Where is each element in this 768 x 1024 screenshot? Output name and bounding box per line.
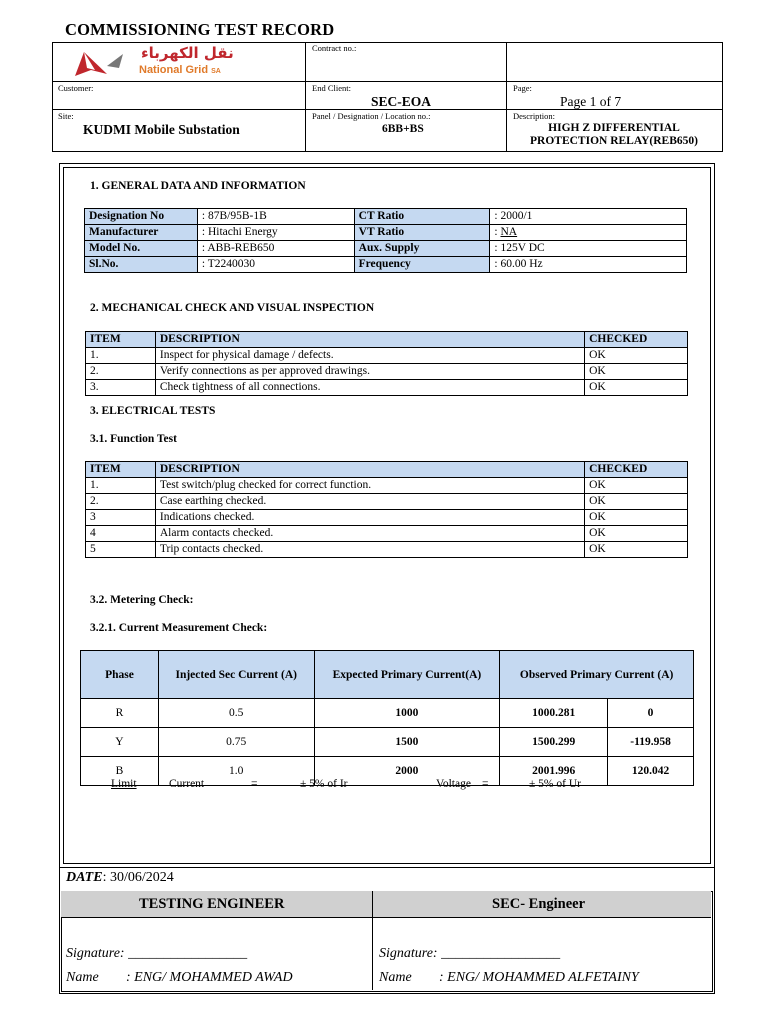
- checked-cell: OK: [585, 348, 688, 364]
- limit-current-equals: =: [251, 778, 258, 790]
- col-checked: CHECKED: [585, 332, 688, 348]
- header-block: [52, 42, 723, 152]
- limit-label: Limit: [111, 778, 137, 790]
- national-grid-logo: [59, 46, 265, 78]
- item-cell: 3: [86, 510, 156, 526]
- logo-suffix: SA: [211, 68, 221, 75]
- description-cell: Trip contacts checked.: [155, 542, 584, 558]
- table-row: [86, 494, 688, 510]
- col-injected: Injected Sec Current (A): [158, 651, 314, 699]
- description-cell: Check tightness of all connections.: [155, 380, 584, 396]
- date-label: DATE: [66, 870, 103, 885]
- signature-divider: [372, 891, 373, 990]
- checked-cell: OK: [585, 526, 688, 542]
- serial-label: Sl.No.: [85, 257, 198, 273]
- section-1-title: 1. GENERAL DATA AND INFORMATION: [90, 180, 306, 192]
- angle-cell: 0: [608, 699, 694, 728]
- col-observed: Observed Primary Current (A): [500, 651, 694, 699]
- item-cell: 2.: [86, 494, 156, 510]
- checked-cell: OK: [585, 542, 688, 558]
- frequency-value: : 60.00 Hz: [490, 257, 687, 273]
- checked-cell: OK: [585, 478, 688, 494]
- name-left-label: Name: [66, 970, 99, 985]
- expected-cell: 1000: [314, 699, 500, 728]
- col-item: ITEM: [86, 332, 156, 348]
- description-cell: Case earthing checked.: [155, 494, 584, 510]
- vt-ratio-prefix: :: [494, 226, 501, 238]
- contract-label: Contract no.:: [312, 43, 357, 53]
- description-cell: Indications checked.: [155, 510, 584, 526]
- table-row: [86, 364, 688, 380]
- item-cell: 4: [86, 526, 156, 542]
- logo-english-text: [139, 64, 221, 76]
- phase-cell: Y: [81, 728, 159, 757]
- table-row: [86, 526, 688, 542]
- designation-label: Designation No: [85, 209, 198, 225]
- model-label: Model No.: [85, 241, 198, 257]
- vt-ratio-cell: [490, 225, 687, 241]
- item-cell: 1.: [86, 348, 156, 364]
- description-cell: Inspect for physical damage / defects.: [155, 348, 584, 364]
- name-right-value: : ENG/ MOHAMMED ALFETAINY: [439, 970, 639, 985]
- page-value: Page 1 of 7: [560, 94, 622, 109]
- aux-supply-value: : 125V DC: [490, 241, 687, 257]
- section-2-title: 2. MECHANICAL CHECK AND VISUAL INSPECTION: [90, 302, 375, 314]
- limit-current-value: ± 5% of Ir: [300, 778, 348, 790]
- description-value: [506, 122, 722, 148]
- table-row: [81, 728, 694, 757]
- general-data-table: [84, 208, 687, 273]
- checked-cell: OK: [585, 380, 688, 396]
- observed-cell: 2001.996: [500, 757, 608, 786]
- description-cell: Alarm contacts checked.: [155, 526, 584, 542]
- manufacturer-label: Manufacturer: [85, 225, 198, 241]
- vt-ratio-value: NA: [500, 226, 518, 238]
- limit-current-label: Current: [169, 778, 205, 790]
- description-line-2: PROTECTION RELAY(REB650): [530, 135, 698, 147]
- customer-label: Customer:: [58, 83, 94, 93]
- item-cell: 1.: [86, 478, 156, 494]
- col-expected: Expected Primary Current(A): [314, 651, 500, 699]
- function-test-table: [85, 461, 688, 558]
- ct-ratio-label: CT Ratio: [354, 209, 490, 225]
- testing-engineer-heading: TESTING ENGINEER: [139, 896, 285, 912]
- current-measurement-table: [80, 650, 694, 786]
- table-row: [85, 225, 687, 241]
- signature-right: Signature: _________________: [379, 946, 561, 961]
- phase-cell: R: [81, 699, 159, 728]
- end-client-label: End Client:: [312, 83, 351, 93]
- table-header-row: [86, 332, 688, 348]
- logo-arabic-text: نقل الكهرباء: [141, 44, 234, 62]
- injected-cell: 0.5: [158, 699, 314, 728]
- observed-cell: 1500.299: [500, 728, 608, 757]
- description-cell: Test switch/plug checked for correct function.: [155, 478, 584, 494]
- manufacturer-value: : Hitachi Energy: [197, 225, 354, 241]
- expected-cell: 1500: [314, 728, 500, 757]
- designation-value: : 87B/95B-1B: [197, 209, 354, 225]
- col-description: DESCRIPTION: [155, 332, 584, 348]
- col-description: DESCRIPTION: [155, 462, 584, 478]
- vt-ratio-label: VT Ratio: [354, 225, 490, 241]
- ct-ratio-value: : 2000/1: [490, 209, 687, 225]
- injected-cell: 1.0: [158, 757, 314, 786]
- metering-check-title: 3.2. Metering Check:: [90, 594, 194, 606]
- col-item: ITEM: [86, 462, 156, 478]
- panel-label: Panel / Designation / Location no.:: [312, 111, 431, 121]
- table-row: [86, 542, 688, 558]
- document-title: COMMISSIONING TEST RECORD: [65, 20, 335, 39]
- col-phase: Phase: [81, 651, 159, 699]
- name-left-value: : ENG/ MOHAMMED AWAD: [126, 970, 293, 985]
- table-row: [86, 348, 688, 364]
- aux-supply-label: Aux. Supply: [354, 241, 490, 257]
- description-line-1: HIGH Z DIFFERENTIAL: [548, 122, 680, 134]
- item-cell: 2.: [86, 364, 156, 380]
- injected-cell: 0.75: [158, 728, 314, 757]
- checked-cell: OK: [585, 494, 688, 510]
- logo-english-name: National Grid: [139, 64, 209, 76]
- site-value: KUDMI Mobile Substation: [83, 122, 240, 137]
- item-cell: 5: [86, 542, 156, 558]
- table-header-row: [86, 462, 688, 478]
- frequency-label: Frequency: [354, 257, 490, 273]
- angle-cell: 120.042: [608, 757, 694, 786]
- item-cell: 3.: [86, 380, 156, 396]
- limit-voltage-equals: =: [482, 778, 489, 790]
- description-label: Description:: [513, 111, 556, 121]
- sec-engineer-heading: SEC- Engineer: [492, 896, 586, 912]
- date-value: : 30/06/2024: [102, 870, 174, 885]
- table-row: [86, 510, 688, 526]
- function-test-title: 3.1. Function Test: [90, 433, 177, 445]
- checked-cell: OK: [585, 364, 688, 380]
- angle-cell: -119.958: [608, 728, 694, 757]
- panel-value: 6BB+BS: [382, 123, 424, 135]
- signature-left: Signature: _________________: [66, 946, 248, 961]
- end-client-value: SEC-EOA: [371, 94, 432, 109]
- mechanical-check-table: [85, 331, 688, 396]
- table-row: [86, 380, 688, 396]
- table-row: [85, 257, 687, 273]
- page-label: Page:: [513, 83, 532, 93]
- serial-value: : T2240030: [197, 257, 354, 273]
- section-3-title: 3. ELECTRICAL TESTS: [90, 405, 216, 417]
- expected-cell: 2000: [314, 757, 500, 786]
- table-row: [85, 241, 687, 257]
- limit-voltage-value: ± 5% of Ur: [529, 778, 581, 790]
- observed-cell: 1000.281: [500, 699, 608, 728]
- checked-cell: OK: [585, 510, 688, 526]
- table-row: [86, 478, 688, 494]
- table-row: [81, 699, 694, 728]
- description-cell: Verify connections as per approved drawings.: [155, 364, 584, 380]
- limit-voltage-label: Voltage: [436, 778, 471, 790]
- phase-cell: B: [81, 757, 159, 786]
- current-measurement-title: 3.2.1. Current Measurement Check:: [90, 622, 268, 634]
- table-header-row: [81, 651, 694, 699]
- model-value: : ABB-REB650: [197, 241, 354, 257]
- date-line: [66, 870, 174, 886]
- site-label: Site:: [58, 111, 74, 121]
- name-right-label: Name: [379, 970, 412, 985]
- table-row: [85, 209, 687, 225]
- col-checked: CHECKED: [585, 462, 688, 478]
